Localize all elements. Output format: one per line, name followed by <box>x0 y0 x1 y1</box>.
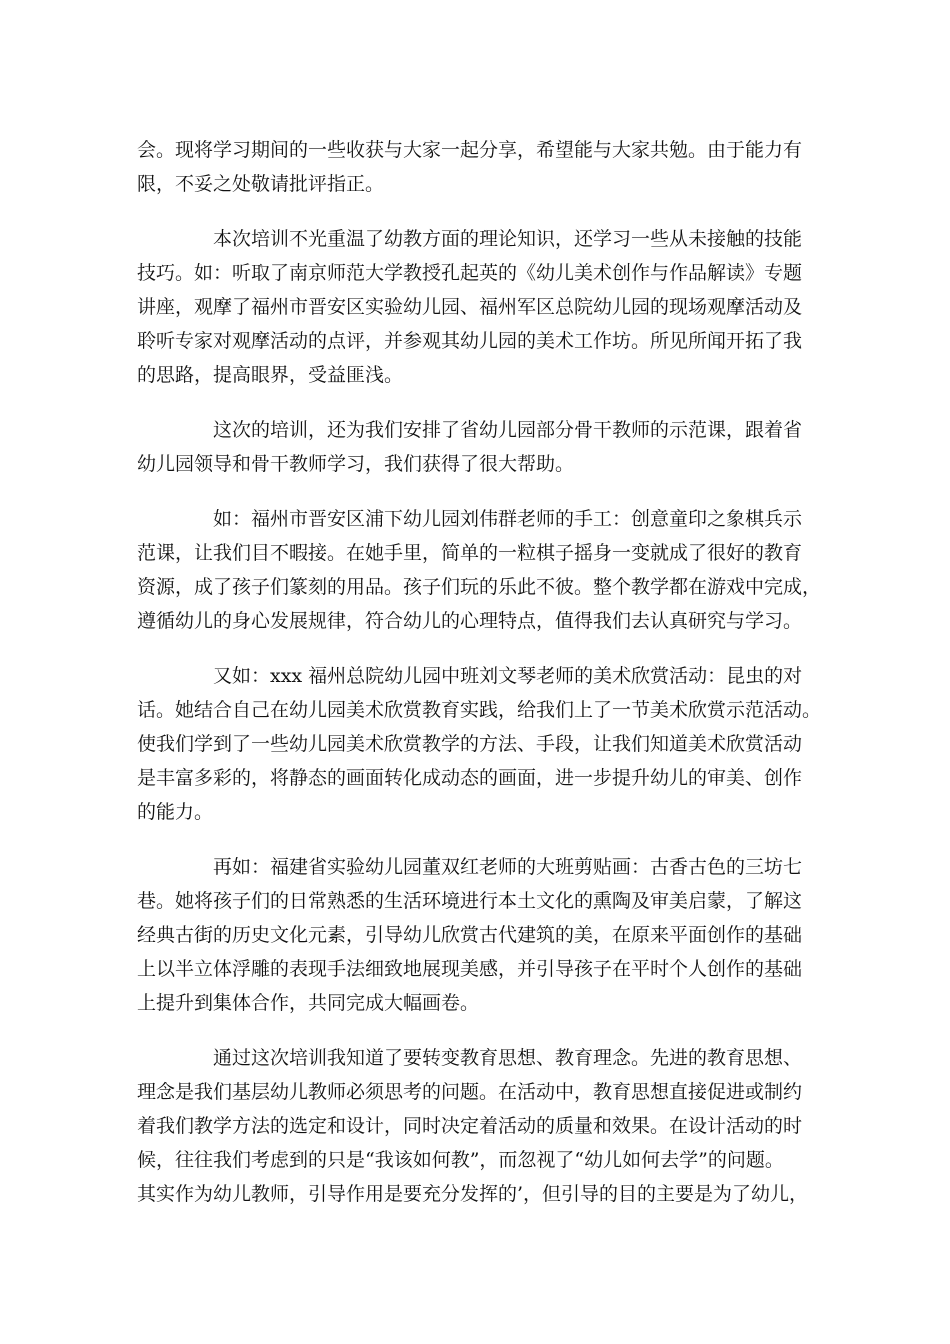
text-line: 又如：xxx 福州总院幼儿园中班刘文琴老师的美术欣赏活动：昆虫的对 <box>213 665 803 687</box>
text-line: 范课，让我们目不暇接。在她手里，简单的一粒棋子摇身一变就成了很好的教育 <box>137 542 803 564</box>
text-line: 理念是我们基层幼儿教师必须思考的问题。在活动中，教育思想直接促进或制约 <box>137 1081 803 1103</box>
text-line: 经典古街的历史文化元素，引导幼儿欣赏古代建筑的美，在原来平面创作的基础 <box>137 924 803 946</box>
paragraph-1 <box>137 133 817 201</box>
text-line: 讲座，观摩了福州市晋安区实验幼儿园、福州军区总院幼儿园的现场观摩活动及 <box>137 296 803 318</box>
text-line: 聆听专家对观摩活动的点评，并参观其幼儿园的美术工作坊。所见所闻开拓了我 <box>137 330 803 352</box>
text-line: 限，不妥之处敬请批评指正。 <box>137 173 385 195</box>
text-line: 其实作为幼儿教师，引导作用是要充分发挥的’，但引导的目的主要是为了幼儿， <box>137 1183 809 1205</box>
paragraph-6 <box>137 850 817 1020</box>
paragraph-2 <box>137 222 817 392</box>
document-body <box>137 133 822 1232</box>
text-line: 会。现将学习期间的一些收获与大家一起分享，希望能与大家共勉。由于能力有 <box>137 139 803 161</box>
text-line: 资源，成了孩子们篆刻的用品。孩子们玩的乐此不彼。整个教学都在游戏中完成， <box>137 576 822 598</box>
text-line: 的能力。 <box>137 801 214 823</box>
paragraph-4 <box>137 502 822 638</box>
text-line: 这次的培训，还为我们安排了省幼儿园部分骨干教师的示范课，跟着省 <box>213 419 803 441</box>
text-line: 技巧。如：听取了南京师范大学教授孔起英的《幼儿美术创作与作品解读》专题 <box>137 262 803 284</box>
text-line: 通过这次培训我知道了要转变教育思想、教育理念。先进的教育思想、 <box>213 1047 803 1069</box>
text-line: 上提升到集体合作，共同完成大幅画卷。 <box>137 992 480 1014</box>
text-line: 是丰富多彩的，将静态的画面转化成动态的画面，进一步提升幼儿的审美、创作 <box>137 767 803 789</box>
text-line: 遵循幼儿的身心发展规律，符合幼儿的心理特点，值得我们去认真研究与学习。 <box>137 610 803 632</box>
text-line: 幼儿园领导和骨干教师学习，我们获得了很大帮助。 <box>137 453 575 475</box>
paragraph-5 <box>137 659 822 829</box>
paragraph-7 <box>137 1041 817 1211</box>
text-line: 着我们教学方法的选定和设计，同时决定着活动的质量和效果。在设计活动的时 <box>137 1115 803 1137</box>
text-line: 上以半立体浮雕的表现手法细致地展现美感，并引导孩子在平时个人创作的基础 <box>137 958 803 980</box>
text-line: 再如：福建省实验幼儿园董双红老师的大班剪贴画：古香古色的三坊七 <box>213 856 803 878</box>
text-line: 候，往往我们考虑到的只是“我该如何教”，而忽视了“幼儿如何去学”的问题。 <box>137 1149 784 1171</box>
paragraph-3 <box>137 413 817 481</box>
text-line: 话。她结合自己在幼儿园美术欣赏教育实践，给我们上了一节美术欣赏示范活动。 <box>137 699 822 721</box>
text-line: 如：福州市晋安区浦下幼儿园刘伟群老师的手工：创意童印之象棋兵示 <box>213 508 803 530</box>
text-line: 本次培训不光重温了幼教方面的理论知识，还学习一些从未接触的技能 <box>213 228 803 250</box>
text-line: 巷。她将孩子们的日常熟悉的生活环境进行本土文化的熏陶及审美启蒙，了解这 <box>137 890 803 912</box>
text-line: 的思路，提高眼界，受益匪浅。 <box>137 364 404 386</box>
text-line: 使我们学到了一些幼儿园美术欣赏教学的方法、手段，让我们知道美术欣赏活动 <box>137 733 803 755</box>
